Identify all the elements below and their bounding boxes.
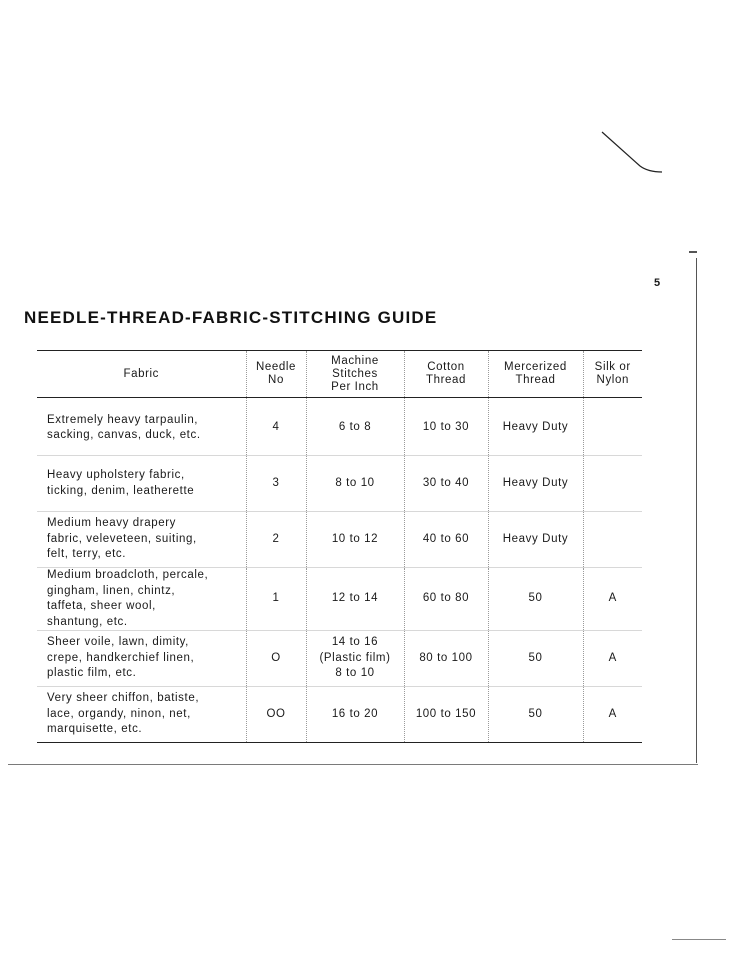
fabric-line: Medium broadcloth, percale, bbox=[47, 569, 209, 581]
stitches-cell bbox=[306, 398, 404, 456]
scan-mark bbox=[600, 130, 664, 176]
fabric-line: ticking, denim, leatherette bbox=[47, 484, 195, 497]
fabric-line: Very sheer chiffon, batiste, bbox=[47, 692, 200, 705]
column-header-stitches bbox=[306, 351, 404, 398]
fabric-line: lace, organdy, ninon, net, bbox=[47, 707, 191, 720]
fabric-line: sacking, canvas, duck, etc. bbox=[47, 429, 201, 441]
needle-cell: OO bbox=[246, 687, 306, 743]
fabric-cell bbox=[37, 398, 246, 456]
stitches-line: 16 to 20 bbox=[331, 707, 379, 720]
needle-cell: 2 bbox=[246, 512, 306, 568]
silk-cell bbox=[583, 398, 642, 456]
stitches-line: 8 to 10 bbox=[335, 476, 375, 489]
column-header-line: Fabric bbox=[123, 367, 160, 380]
table-body bbox=[37, 398, 642, 743]
silk-cell: A bbox=[583, 568, 642, 631]
table-row bbox=[37, 456, 642, 512]
stitches-cell bbox=[306, 687, 404, 743]
fabric-cell bbox=[37, 687, 246, 743]
column-header-line: Cotton bbox=[427, 361, 465, 373]
column-header-mercerized bbox=[488, 351, 583, 398]
column-header-line: Per Inch bbox=[331, 380, 379, 393]
cotton-cell: 30 to 40 bbox=[404, 456, 488, 512]
table-row bbox=[37, 398, 642, 456]
stitches-cell bbox=[306, 568, 404, 631]
stitches-line: (Plastic film) bbox=[319, 651, 391, 664]
mercerized-cell: Heavy Duty bbox=[488, 456, 583, 512]
column-header-needle bbox=[246, 351, 306, 398]
stitches-line: 14 to 16 bbox=[331, 636, 379, 649]
fabric-line: Sheer voile, lawn, dimity, bbox=[47, 636, 189, 649]
silk-cell: A bbox=[583, 687, 642, 743]
table-header bbox=[37, 351, 642, 398]
page-title: NEEDLE-THREAD-FABRIC-STITCHING GUIDE bbox=[24, 308, 438, 327]
needle-cell: 1 bbox=[246, 568, 306, 631]
fabric-line: fabric, veleveteen, suiting, bbox=[47, 532, 197, 545]
edge-tick bbox=[689, 251, 697, 253]
column-header-line: Stitches bbox=[332, 367, 378, 380]
needle-cell: 3 bbox=[246, 456, 306, 512]
page-number: 5 bbox=[654, 277, 661, 289]
stitches-line: 6 to 8 bbox=[338, 421, 372, 434]
mercerized-cell: 50 bbox=[488, 631, 583, 687]
cotton-cell: 60 to 80 bbox=[404, 568, 488, 631]
table-row bbox=[37, 512, 642, 568]
column-header-line: Needle bbox=[255, 361, 297, 373]
mercerized-cell: Heavy Duty bbox=[488, 512, 583, 568]
bottom-rule bbox=[8, 764, 698, 765]
table-row bbox=[37, 631, 642, 687]
table-row bbox=[37, 687, 642, 743]
column-header-line: Silk or bbox=[594, 361, 631, 373]
fabric-line: crepe, handkerchief linen, bbox=[47, 651, 195, 664]
column-header-line: Mercerized bbox=[504, 361, 567, 373]
silk-cell: A bbox=[583, 631, 642, 687]
mercerized-cell: 50 bbox=[488, 687, 583, 743]
corner-rule bbox=[672, 939, 726, 940]
fabric-line: plastic film, etc. bbox=[47, 667, 137, 680]
fabric-line: marquisette, etc. bbox=[47, 723, 143, 736]
stitches-cell bbox=[306, 456, 404, 512]
stitches-line: 10 to 12 bbox=[331, 532, 379, 545]
cotton-cell: 100 to 150 bbox=[404, 687, 488, 743]
fabric-line: felt, terry, etc. bbox=[47, 548, 127, 561]
stitches-line: 12 to 14 bbox=[331, 592, 379, 605]
column-header-line: No bbox=[268, 374, 284, 386]
stitches-cell bbox=[306, 512, 404, 568]
header-row bbox=[37, 351, 642, 398]
column-header-line: Nylon bbox=[596, 374, 629, 386]
stitches-cell bbox=[306, 631, 404, 687]
page-edge bbox=[696, 258, 697, 763]
fabric-cell bbox=[37, 456, 246, 512]
fabric-cell bbox=[37, 512, 246, 568]
fabric-line: Medium heavy drapery bbox=[47, 517, 176, 530]
cotton-cell: 40 to 60 bbox=[404, 512, 488, 568]
needle-cell: 4 bbox=[246, 398, 306, 456]
column-header-fabric bbox=[37, 351, 246, 398]
column-header-silk bbox=[583, 351, 642, 398]
stitching-guide-table bbox=[37, 350, 642, 743]
cotton-cell: 80 to 100 bbox=[404, 631, 488, 687]
fabric-cell bbox=[37, 631, 246, 687]
column-header-line: Machine bbox=[331, 354, 379, 367]
fabric-line: Extremely heavy tarpaulin, bbox=[47, 413, 199, 426]
column-header-cotton bbox=[404, 351, 488, 398]
column-header-line: Thread bbox=[425, 374, 467, 386]
fabric-line: shantung, etc. bbox=[47, 615, 128, 628]
mercerized-cell: 50 bbox=[488, 568, 583, 631]
column-header-line: Thread bbox=[515, 374, 556, 386]
mercerized-cell: Heavy Duty bbox=[488, 398, 583, 456]
fabric-line: gingham, linen, chintz, bbox=[47, 584, 176, 597]
fabric-line: Heavy upholstery fabric, bbox=[47, 469, 185, 481]
silk-cell bbox=[583, 512, 642, 568]
fabric-line: taffeta, sheer wool, bbox=[47, 600, 156, 612]
cotton-cell: 10 to 30 bbox=[404, 398, 488, 456]
fabric-cell bbox=[37, 568, 246, 631]
silk-cell bbox=[583, 456, 642, 512]
stitches-line: 8 to 10 bbox=[335, 667, 375, 680]
table-row bbox=[37, 568, 642, 631]
needle-cell: O bbox=[246, 631, 306, 687]
